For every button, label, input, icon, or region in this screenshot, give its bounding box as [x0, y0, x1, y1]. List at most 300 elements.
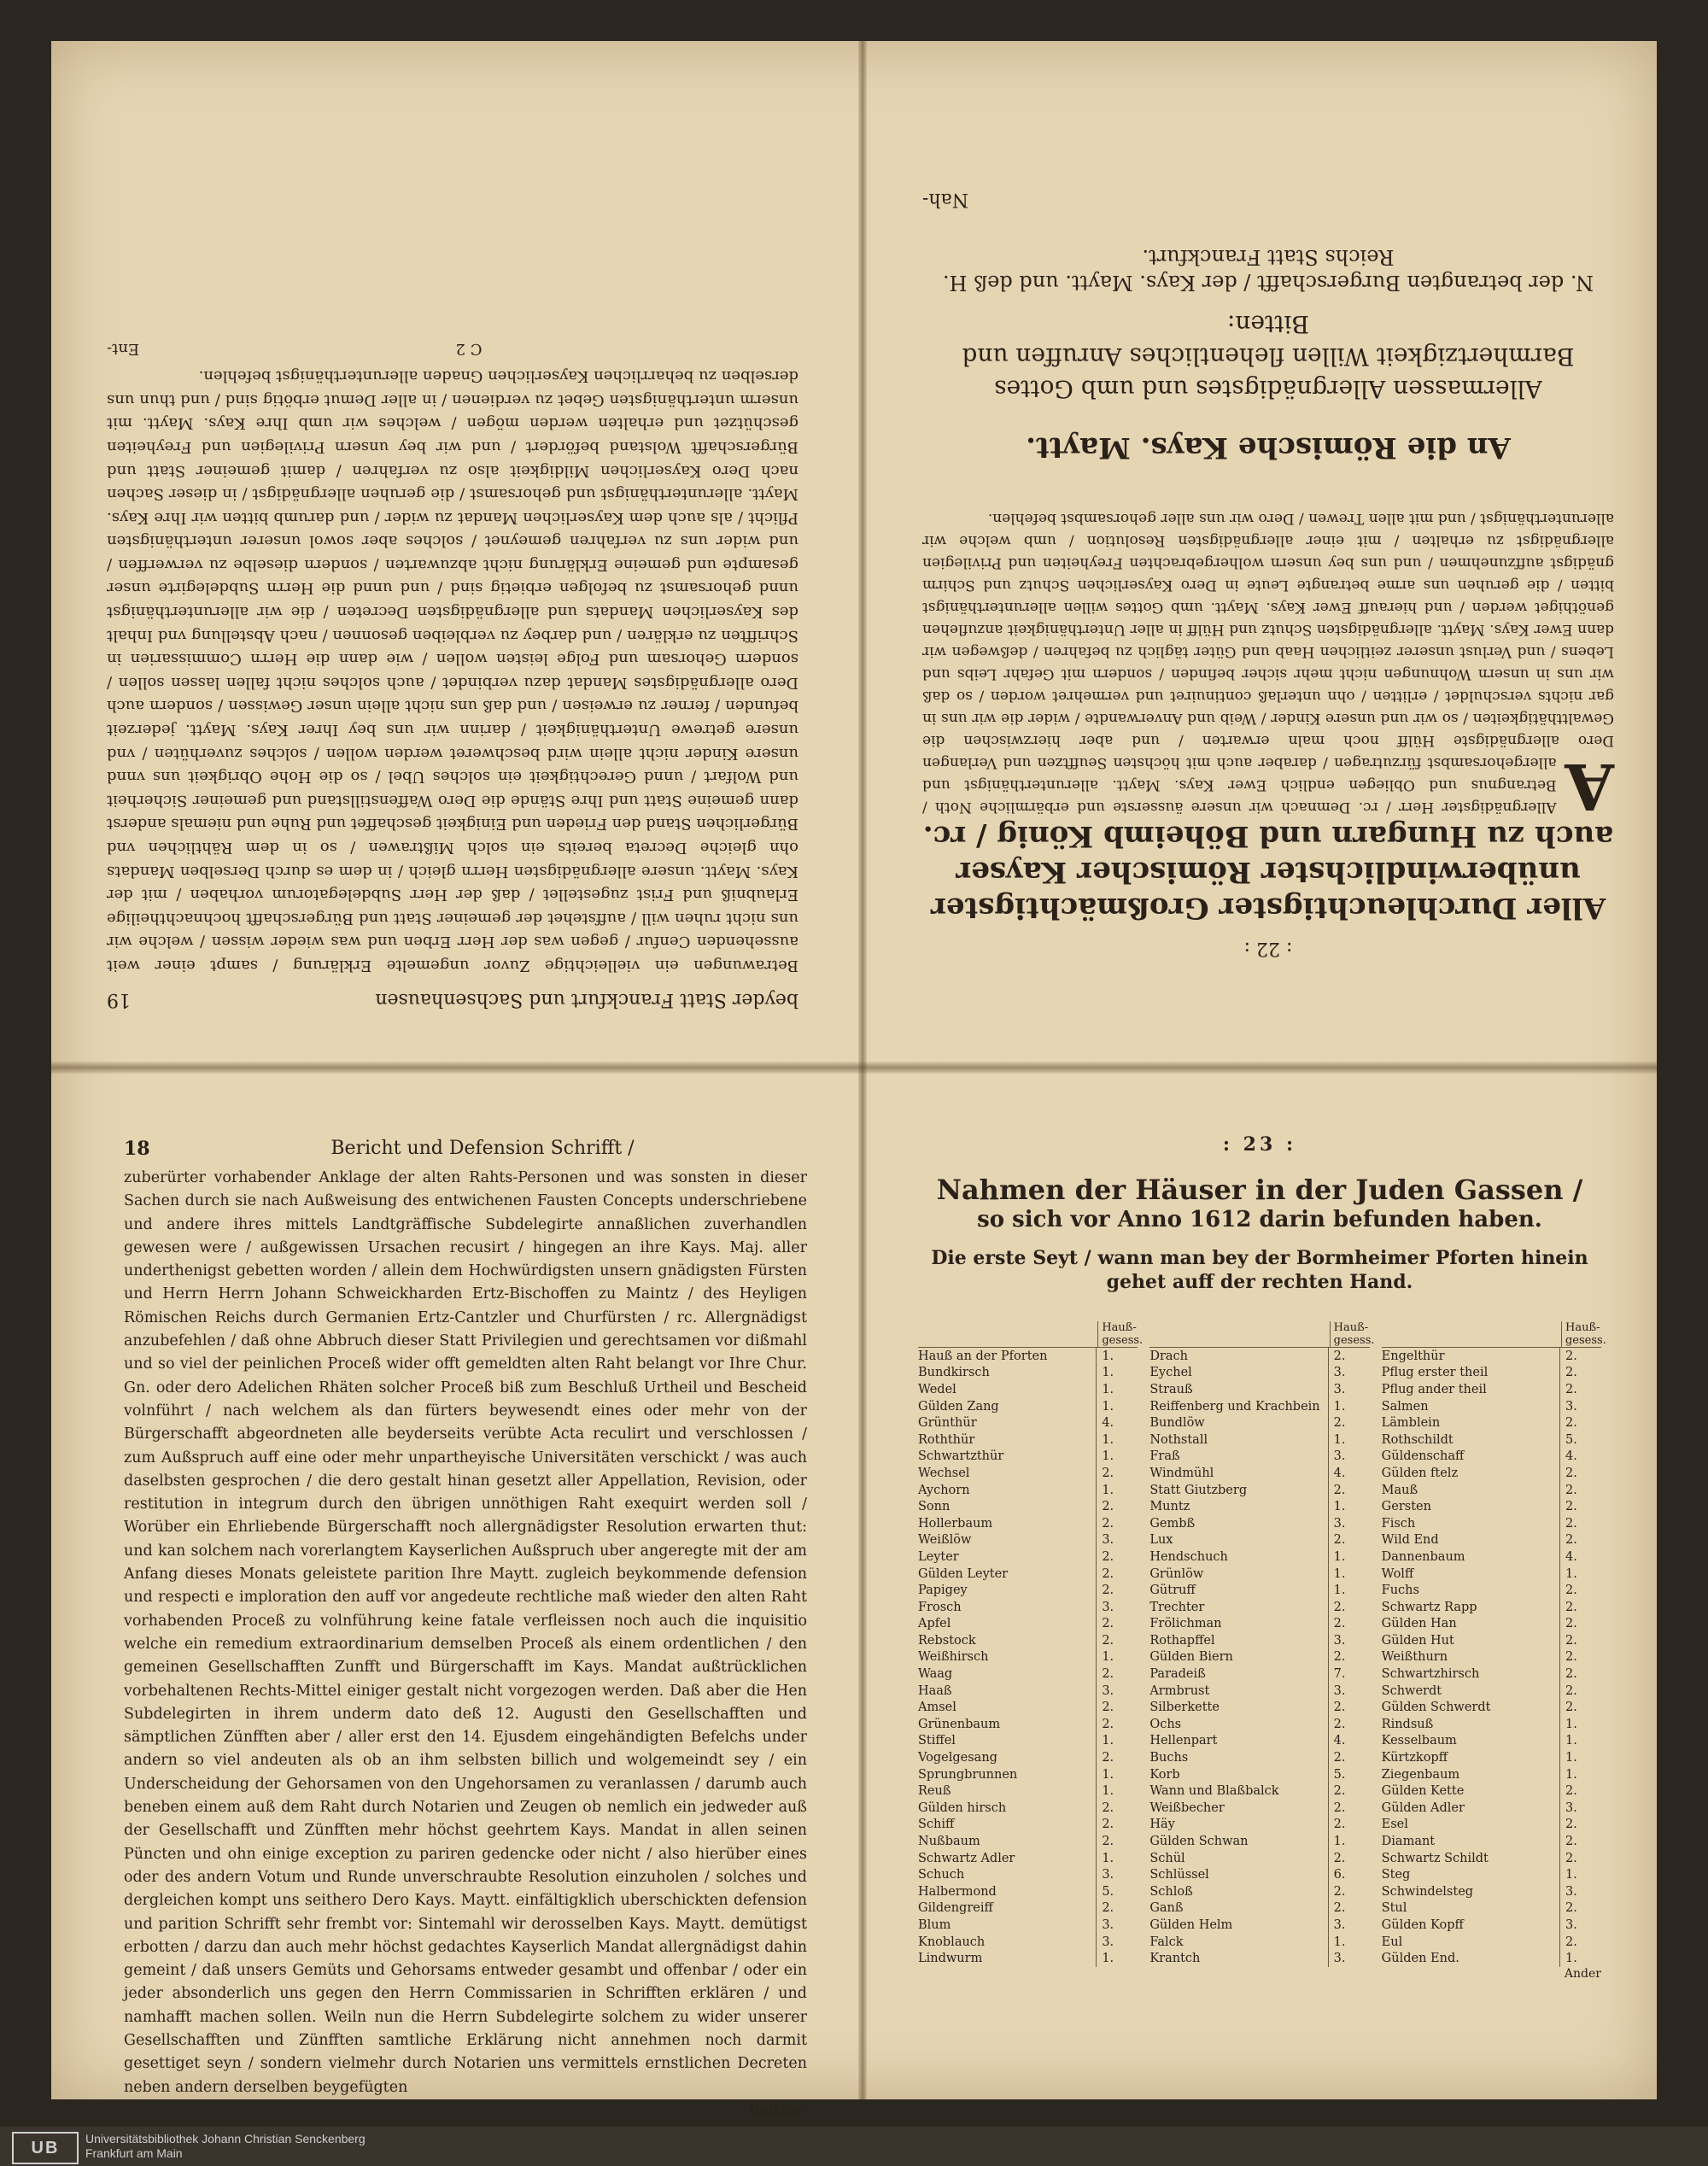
- house-row: [1149, 1381, 1369, 1398]
- house-row: [1149, 1716, 1369, 1733]
- house-count: 2.: [1559, 1649, 1601, 1666]
- house-name: Paradeiß: [1149, 1667, 1206, 1682]
- page-22-upside-down: [867, 41, 1657, 1062]
- house-count: 2.: [1328, 1850, 1370, 1867]
- house-row: [918, 1566, 1138, 1583]
- house-row: [1382, 1649, 1601, 1666]
- house-name: Aychorn: [918, 1483, 970, 1497]
- house-row: [1149, 1465, 1369, 1482]
- house-row: [918, 1515, 1138, 1532]
- house-row: [918, 1934, 1138, 1951]
- house-count: 3.: [1096, 1866, 1138, 1883]
- house-name: Schwartz Schildt: [1381, 1851, 1489, 1865]
- house-count: 2.: [1559, 1482, 1601, 1499]
- house-count: 1.: [1096, 1365, 1138, 1382]
- house-row: [1149, 1783, 1369, 1800]
- house-name: Sonn: [918, 1500, 951, 1514]
- house-rows: [1382, 1348, 1601, 1967]
- house-count: 1.: [1328, 1566, 1370, 1583]
- house-row: [1382, 1582, 1601, 1599]
- house-name: Roththür: [918, 1432, 975, 1447]
- house-name: Lämblein: [1381, 1416, 1441, 1431]
- house-name: Trechter: [1149, 1600, 1205, 1614]
- page-number: 19: [107, 989, 131, 1010]
- petition-body: [922, 507, 1614, 822]
- house-name: Halbermond: [918, 1884, 997, 1899]
- house-count: 5.: [1559, 1431, 1601, 1449]
- house-name: Reuß: [918, 1784, 951, 1799]
- house-name: Gülden Kette: [1381, 1784, 1465, 1799]
- house-row: [918, 1683, 1138, 1700]
- house-row: [918, 1665, 1138, 1683]
- house-count: 2.: [1096, 1716, 1138, 1733]
- house-name: Hellenpart: [1149, 1734, 1218, 1748]
- document-sheet: [51, 41, 1657, 2118]
- house-row: [1382, 1665, 1601, 1683]
- house-row: [1149, 1398, 1369, 1415]
- house-name: Leyter: [918, 1549, 959, 1564]
- house-name: Strauß: [1149, 1382, 1193, 1396]
- house-count: 1.: [1096, 1381, 1138, 1398]
- house-name: Weißhirsch: [918, 1650, 989, 1665]
- house-name: Schwerdt: [1381, 1683, 1442, 1698]
- house-count: 2.: [1559, 1498, 1601, 1515]
- house-count: 1.: [1559, 1950, 1601, 1967]
- house-row: [918, 1749, 1138, 1766]
- house-row: [918, 1800, 1138, 1817]
- house-row: [1149, 1515, 1369, 1532]
- house-name: Frosch: [918, 1600, 962, 1614]
- house-count: 1.: [1096, 1950, 1138, 1967]
- house-row: [918, 1883, 1138, 1900]
- house-count: 3.: [1096, 1917, 1138, 1934]
- house-name: Stul: [1381, 1901, 1407, 1916]
- house-name: Krantch: [1149, 1952, 1201, 1966]
- house-count: 2.: [1559, 1582, 1601, 1599]
- house-count: 2.: [1096, 1515, 1138, 1532]
- house-row: [1382, 1616, 1601, 1633]
- house-row: [1382, 1515, 1601, 1532]
- house-name: Gütruff: [1149, 1584, 1196, 1598]
- house-count: 2.: [1559, 1465, 1601, 1482]
- house-count: 1.: [1096, 1783, 1138, 1800]
- house-row: [918, 1532, 1138, 1549]
- house-count: 2.: [1559, 1599, 1601, 1616]
- house-count: 1.: [1328, 1548, 1370, 1566]
- house-count: 1.: [1328, 1398, 1370, 1415]
- house-row: [1149, 1699, 1369, 1716]
- count-header: Hauß-gesess.: [1561, 1321, 1601, 1347]
- house-name: Schwartz Rapp: [1381, 1600, 1477, 1614]
- house-name: Hauß an der Pforten: [918, 1349, 1048, 1363]
- house-row: [1382, 1900, 1601, 1917]
- house-name: Schuch: [918, 1868, 965, 1882]
- house-name: Wild End: [1381, 1533, 1439, 1548]
- house-count: 1.: [1559, 1766, 1601, 1783]
- house-name: Grünthür: [918, 1416, 977, 1431]
- house-row: [1149, 1733, 1369, 1750]
- house-name: Grünenbaum: [918, 1717, 1001, 1731]
- house-count: 2.: [1559, 1381, 1601, 1398]
- house-name: Bundlöw: [1149, 1416, 1205, 1431]
- count-header: Hauß-gesess.: [1097, 1321, 1138, 1347]
- house-name: Nußbaum: [918, 1835, 980, 1849]
- petition-title: Aller Durchleuchtigster Großmächtigster unüberwindlichster Römischer Kayser auch zu Hungarn und Böheimb König / rc.: [922, 819, 1614, 925]
- house-row: [1149, 1883, 1369, 1900]
- address-line-1: An die Römische Kays. Maytt.: [1026, 430, 1511, 465]
- house-name: Papigey: [918, 1584, 968, 1598]
- house-name: Schlüssel: [1149, 1868, 1209, 1882]
- house-count: 2.: [1096, 1817, 1138, 1834]
- house-name: Gildengreiff: [918, 1901, 993, 1916]
- house-row: [918, 1917, 1138, 1934]
- house-name: Weißlöw: [918, 1533, 972, 1548]
- house-name: Schül: [1149, 1851, 1185, 1865]
- house-count: 2.: [1328, 1800, 1370, 1817]
- house-name: Knoblauch: [918, 1935, 986, 1949]
- catchword: Betraw-: [749, 2100, 807, 2118]
- house-row: [918, 1817, 1138, 1834]
- house-count: 2.: [1328, 1532, 1370, 1549]
- house-count: 1.: [1559, 1566, 1601, 1583]
- house-count: 1.: [1328, 1934, 1370, 1951]
- house-name: Gülden hirsch: [918, 1800, 1007, 1815]
- signature-mark: C 2: [455, 339, 483, 358]
- section-heading: Die erste Seyt / wann man bey der Bormheimer Pforten hinein gehet auff der rechten Hand.: [931, 1247, 1588, 1293]
- house-row: [1382, 1599, 1601, 1616]
- house-row: [918, 1950, 1138, 1967]
- house-row: [1149, 1616, 1369, 1633]
- house-name: Esel: [1381, 1818, 1408, 1832]
- house-name: Rothapffel: [1149, 1633, 1215, 1648]
- house-count: 2.: [1559, 1365, 1601, 1382]
- house-row: [1382, 1883, 1601, 1900]
- catchword: Ander: [1564, 1966, 1601, 1981]
- horizontal-fold: [51, 1062, 1657, 1074]
- house-column: [1149, 1303, 1375, 1967]
- house-row: [1149, 1934, 1369, 1951]
- house-name: Hollerbaum: [918, 1516, 993, 1531]
- house-row: [1382, 1548, 1601, 1566]
- catchword: Nah-: [922, 189, 968, 210]
- house-count: 2.: [1096, 1833, 1138, 1850]
- house-row: [1149, 1749, 1369, 1766]
- house-rows: [918, 1348, 1138, 1967]
- house-count: 4.: [1328, 1733, 1370, 1750]
- house-count: 2.: [1328, 1749, 1370, 1766]
- house-name: Fisch: [1381, 1516, 1416, 1531]
- page-19-upside-down: [51, 41, 858, 1062]
- house-row: [1382, 1365, 1601, 1382]
- house-row: [1149, 1632, 1369, 1649]
- house-name: Ziegenbaum: [1381, 1767, 1460, 1782]
- house-name: Weißbecher: [1149, 1800, 1225, 1815]
- house-name: Rebstock: [918, 1633, 976, 1648]
- house-count: 3.: [1096, 1683, 1138, 1700]
- house-row: [918, 1548, 1138, 1566]
- house-count: 2.: [1328, 1616, 1370, 1633]
- page-footer: [107, 340, 798, 358]
- house-name: Wechsel: [918, 1466, 970, 1480]
- house-name: Windmühl: [1149, 1466, 1214, 1480]
- house-row: [1382, 1917, 1601, 1934]
- house-count: 2.: [1559, 1515, 1601, 1532]
- house-rows: [1149, 1348, 1369, 1967]
- house-row: [1382, 1482, 1601, 1499]
- house-name: Drach: [1149, 1349, 1188, 1363]
- house-name: Güldenschaff: [1381, 1449, 1465, 1464]
- house-count: 3.: [1328, 1683, 1370, 1700]
- house-name: Stiffel: [918, 1734, 956, 1748]
- house-row: [1382, 1766, 1601, 1783]
- ub-logo: UB: [12, 2132, 79, 2164]
- house-count: 2.: [1559, 1532, 1601, 1549]
- house-name: Gülden Helm: [1149, 1917, 1233, 1932]
- house-row: [918, 1900, 1138, 1917]
- house-count: 1.: [1096, 1348, 1138, 1365]
- house-count: 3.: [1328, 1917, 1370, 1934]
- house-count: 1.: [1328, 1498, 1370, 1515]
- list-title: Nahmen der Häuser in der Juden Gassen /: [936, 1174, 1583, 1206]
- house-row: [1382, 1431, 1601, 1449]
- house-name: Schloß: [1149, 1884, 1193, 1899]
- house-row: [918, 1449, 1138, 1466]
- house-name: Kürtzkopff: [1381, 1751, 1448, 1765]
- house-count: 1.: [1096, 1398, 1138, 1415]
- house-row: [918, 1582, 1138, 1599]
- house-count: 1.: [1096, 1649, 1138, 1666]
- page-number: 18: [124, 1138, 150, 1160]
- house-count: 2.: [1559, 1900, 1601, 1917]
- house-name: Waag: [918, 1667, 953, 1682]
- house-row: [1382, 1934, 1601, 1951]
- house-count: 2.: [1096, 1749, 1138, 1766]
- house-name: Schwartz Adler: [918, 1851, 1015, 1865]
- page-header: [107, 989, 798, 1010]
- house-row: [1382, 1716, 1601, 1733]
- house-column: [1381, 1303, 1606, 1967]
- house-count: 2.: [1559, 1934, 1601, 1951]
- house-row: [918, 1398, 1138, 1415]
- house-name: Statt Giutzberg: [1149, 1483, 1248, 1497]
- house-row: [1149, 1566, 1369, 1583]
- body-text: zuberürter vorhabender Anklage der alten Rahts-Personen und was sonsten in dieser Sachen durch sie nach Außweisung des entwichenen Fausten Concepts underschriebene und andere ihres mittels Landtgräffische Subdelegirte annaßlichen zuverhandlen gewesen were / außgewissen Ursachen recusirt / hingegen an ihre Kays. Maj. aller underthenigst gebetten worden / allein dem Hochwürdigsten unsern gnädigsten Fürsten und Herrn Herrn Johann Schweickharden Ertz-Bischoffen zu Maintz / des Heyligen Römischen Reichs durch Germanien Ertz-Cantzler und Churfürsten / rc. Allergnädigst anzubefehlen / daß ohne Abbruch dieser Statt Privilegien und gerechtsamen vor dißmahl und so viel der peinlichen Proceß wider offt gemeldten alten Raht belangt vor Ihre Chur. Gn. oder dero Adelichen Rhäten solcher Proceß biß zum Beschluß Urtheil und Bescheid volnführt / nach welchem als dan fürters beywesendt eines oder mehr von der Bürgerschafft abgeordneten alle beyderseits verübte Acta reculirt und verschlossen / zum Außspruch auff eine oder mehr unpartheyische Universitäten verschickt / was auch daselbsten gesprochen / die dero gestalt hinan gesetzt aller Appellation, Revision, oder restitution in integrum durch den übrigen unnöthigen Raht exequirt werden soll / Worüber ein Ehrliebende Bürgerschafft noch allergnädigster Resolution erwarten thut: und kan solchem nach vorerlangtem Kayserlichen Außspruch uber angeregte mit der am Anfang dieses Monats geleistete parition Ihre Maytt. zugleich beykommende defension und respecti e imploration den auff vor angedeute rechtliche maß wieder den alten Raht vorhabenden Proceß zu volnführung keine fatale verfleissen noch auch die inquisitio welche ein remedium extraordinarium demselben Proceß als einem ordentlichen / den gemeinen Gesellschafften Zunfft und Bürgerschafft im Kays. Mandat außtrücklichen vorbehaltenen Rechts-Mittel einiger gestalt nicht vorgezogen werden. Daß aber die Hen Subdelegirten in ihrem underm dato deß 12. Augusti den Gesellschafften und sämptlichen Zünfften aber / aller erst den 14. Ejusdem eingehändigten Befelchs under andern so viel andeuten als ob an ihm selbsten billich und wolgemeindt sey / ein Underscheidung der Gehorsamen von den Ungehorsamen zu veranlassen / darumb auch beneben einem auß dem Raht durch Notarien und Zeugen ob nemlich ein jedweder auß der Gesellschafft und Zünfften mehr höchst geehrtem Kays. Mandat in allen seinen Püncten und ohn einige exception zu pariren gedencke oder nicht / also hierüber eines oder des andern Votum und Runde unverschraubte Resolution einzuholen / solches und dergleichen kompt uns seithero Dero Kays. Maytt. einfältigklich uberschickten defension und parition Schrifft sehr frembt vor: Sintemahl wir derosselben Kays. Maytt. demütigst erbotten / darzu dan auch mehr höchst gedachtes Kayserlich Mandat allergnädigst dahin gemeint / daß unsers Gemüts und Gehorsams entweder gesambt und offenbar / oder ein jeder absonderlich uns gegen den Herrn Commissarien in Schrifften erklären / und namhafft machen sollen. Weiln nun die Herrn Subdelegirte solchem zu wider unserer Gesellschafften und Zünfften samtliche Erklärung nicht annehmen noch darmit gesettiget seyn / sondern vielmehr durch Notarien uns vermittels ernstlichen Decreten neben andern derselben beygefügten: [124, 1169, 807, 2096]
- house-row: [918, 1783, 1138, 1800]
- house-name: Weißthurn: [1381, 1650, 1448, 1665]
- house-row: [918, 1716, 1138, 1733]
- house-name: Schwindelsteg: [1381, 1884, 1474, 1899]
- house-row: [1149, 1548, 1369, 1566]
- house-name: Muntz: [1149, 1500, 1190, 1514]
- house-count: 3.: [1559, 1883, 1601, 1900]
- house-name: Ganß: [1149, 1901, 1184, 1916]
- house-row: [918, 1381, 1138, 1398]
- house-row: [1149, 1498, 1369, 1515]
- house-row: [918, 1699, 1138, 1716]
- house-row: [1382, 1699, 1601, 1716]
- house-count: 1.: [1559, 1866, 1601, 1883]
- house-count: 2.: [1096, 1800, 1138, 1817]
- house-count: 5.: [1096, 1883, 1138, 1900]
- house-count: 2.: [1328, 1783, 1370, 1800]
- house-name: Falck: [1149, 1935, 1184, 1949]
- house-count: 2.: [1096, 1616, 1138, 1633]
- house-count: 3.: [1328, 1365, 1370, 1382]
- house-count: 2.: [1096, 1498, 1138, 1515]
- house-name: Dannenbaum: [1381, 1549, 1465, 1564]
- house-row: [1149, 1365, 1369, 1382]
- house-row: [918, 1850, 1138, 1867]
- house-name: Rothschildt: [1381, 1432, 1454, 1447]
- house-count: 1.: [1096, 1449, 1138, 1466]
- house-row: [1149, 1449, 1369, 1466]
- house-name: Fraß: [1149, 1449, 1180, 1464]
- house-count: 2.: [1559, 1783, 1601, 1800]
- house-row: [1382, 1749, 1601, 1766]
- house-count: 2.: [1328, 1900, 1370, 1917]
- house-name: Diamant: [1381, 1835, 1436, 1849]
- count-header: Hauß-gesess.: [1330, 1321, 1370, 1347]
- house-row: [1149, 1665, 1369, 1683]
- house-count: 4.: [1096, 1414, 1138, 1431]
- house-name: Frölichman: [1149, 1617, 1222, 1631]
- house-row: [918, 1733, 1138, 1750]
- house-name: Buchs: [1149, 1751, 1189, 1765]
- house-name: Grünlöw: [1149, 1566, 1204, 1581]
- house-count: 3.: [1559, 1800, 1601, 1817]
- house-name: Schwartzthür: [918, 1449, 1004, 1464]
- house-count: 1.: [1096, 1482, 1138, 1499]
- address-line-3: N. der betrangten Burgerschafft / der Kays. Maytt. und deß H. Reichs Statt Franckfurt.: [942, 245, 1594, 295]
- house-name: Gülden Zang: [918, 1399, 999, 1414]
- house-name: Gülden Adler: [1381, 1800, 1465, 1815]
- column-header: [1149, 1303, 1375, 1348]
- house-count: 1.: [1328, 1431, 1370, 1449]
- house-name: Gülden Leyter: [918, 1566, 1009, 1581]
- house-count: 2.: [1328, 1414, 1370, 1431]
- house-name: Ochs: [1149, 1717, 1182, 1731]
- house-row: [1382, 1532, 1601, 1549]
- house-count: 3.: [1328, 1449, 1370, 1466]
- house-row: [1149, 1414, 1369, 1431]
- library-name: [85, 2132, 366, 2161]
- house-count: 1.: [1096, 1733, 1138, 1750]
- house-name: Wolff: [1381, 1566, 1414, 1581]
- house-row: [1382, 1850, 1601, 1867]
- house-row: [918, 1431, 1138, 1449]
- house-name: Bundkirsch: [918, 1366, 990, 1380]
- running-head: beyder Statt Franckfurt und Sachsenhausen: [375, 989, 798, 1010]
- house-row: [918, 1465, 1138, 1482]
- house-row: [918, 1599, 1138, 1616]
- house-count: 2.: [1559, 1683, 1601, 1700]
- column-header: [1382, 1303, 1606, 1348]
- house-row: [1149, 1766, 1369, 1783]
- house-count: 6.: [1328, 1866, 1370, 1883]
- house-count: 2.: [1559, 1833, 1601, 1850]
- house-count: 2.: [1328, 1699, 1370, 1716]
- house-row: [1149, 1850, 1369, 1867]
- house-name: Steg: [1381, 1868, 1411, 1882]
- house-count: 3.: [1559, 1917, 1601, 1934]
- house-count: 7.: [1328, 1665, 1370, 1683]
- house-row: [1149, 1800, 1369, 1817]
- house-row: [918, 1766, 1138, 1783]
- house-row: [918, 1348, 1138, 1365]
- house-name: Silberkette: [1149, 1701, 1220, 1715]
- house-count: 2.: [1559, 1817, 1601, 1834]
- house-row: [1382, 1381, 1601, 1398]
- house-count: 4.: [1328, 1465, 1370, 1482]
- house-name: Lindwurm: [918, 1952, 983, 1966]
- house-row: [1149, 1950, 1369, 1967]
- house-row: [1382, 1817, 1601, 1834]
- house-row: [1382, 1398, 1601, 1415]
- house-name: Gülden Hut: [1381, 1633, 1454, 1648]
- house-name: Armbrust: [1149, 1683, 1210, 1698]
- house-row: [1149, 1649, 1369, 1666]
- house-row: [1382, 1683, 1601, 1700]
- house-name: Haaß: [918, 1683, 952, 1698]
- house-row: [918, 1866, 1138, 1883]
- house-row: [918, 1482, 1138, 1499]
- house-row: [1382, 1449, 1601, 1466]
- house-count: 2.: [1559, 1665, 1601, 1683]
- house-count: 2.: [1096, 1566, 1138, 1583]
- house-name: Pflug erster theil: [1381, 1366, 1489, 1380]
- house-name: Eul: [1381, 1935, 1403, 1949]
- house-row: [1382, 1950, 1601, 1967]
- house-count: 3.: [1096, 1599, 1138, 1616]
- house-row: [918, 1498, 1138, 1515]
- page-23: [867, 1074, 1657, 2099]
- house-row: [1382, 1866, 1601, 1883]
- house-name: Gülden Schwan: [1149, 1835, 1249, 1849]
- house-name: Korb: [1149, 1767, 1180, 1782]
- house-count: 4.: [1559, 1548, 1601, 1566]
- house-count: 2.: [1559, 1616, 1601, 1633]
- page-header: [124, 1138, 807, 1160]
- petition-text: Allergnädigster Herr / rc. Demnach wir unsere äusserste und erbärmliche Noth / Betrangnus und Obliegen endlich Ewer Kays. Maytt. allerunterthänigst und allergehorsambst fürzutragen / daraber auch mit höchsten Seufftzen und Verlangen Dero allergnädigste Hülff noch maln erwarten / und aber hierzwischen die Gewaltthätigkeiten / so wir und unsere Kinder / Weib und Anverwandte / wider die wir uns in gar nichts verschuldet / erlitten / ohn unterlaß continuiret und vermehret worden / so daß wir uns in unsern Wohnungen nicht mehr sicher befinden / sondern mit Gefahr Leibs und Lebens / und Verlust unserer zeitlichen Haab und Güter täglich zu befahren / deßwegen wir dann Ewer Kays. Maytt. allergnädigsten Schutz und Hülff in aller Unterthänigkeit anzuflehen genöthiget werden / und hierauff Ewer Kays. Maytt. umb Gottes willen allerunterthänigst bitten / die geruhen uns arme betrangte Leute in Dero Kayserlichen Schutz und Schirm gnädigst auffzunehmen / und uns bey unsern wolhergebrachten Freyheiten und Privilegien allergnädigst zu erhalten / mit einer allergnädigsten Resolution / umb welche wir allerunterthänigst / und mit allen Trewen / Dero wir uns aller gehorsambst befehlen.: [922, 510, 1614, 816]
- house-row: [1382, 1414, 1601, 1431]
- house-name: Gülden ftelz: [1381, 1466, 1459, 1480]
- library-footer: [0, 2127, 1708, 2166]
- house-name: Häy: [1149, 1818, 1175, 1832]
- house-row: [1149, 1917, 1369, 1934]
- house-row: [1149, 1532, 1369, 1549]
- house-name: Hendschuch: [1149, 1549, 1228, 1564]
- house-row: [1149, 1348, 1369, 1365]
- house-name: Gersten: [1381, 1500, 1431, 1514]
- house-count: 3.: [1328, 1515, 1370, 1532]
- house-name: Fuchs: [1381, 1584, 1419, 1598]
- house-row: [1382, 1833, 1601, 1850]
- petition-address: [922, 244, 1614, 465]
- house-count: 2.: [1559, 1414, 1601, 1431]
- library-line-2: Frankfurt am Main: [85, 2146, 183, 2160]
- house-name: Gülden End.: [1381, 1952, 1459, 1966]
- house-name: Vogelgesang: [918, 1751, 997, 1765]
- house-count: 2.: [1096, 1665, 1138, 1683]
- house-row: [1382, 1348, 1601, 1365]
- house-count: 2.: [1328, 1599, 1370, 1616]
- house-name: Pflug ander theil: [1381, 1382, 1487, 1396]
- house-column: [918, 1303, 1144, 1967]
- house-count: 5.: [1328, 1766, 1370, 1783]
- house-row: [1149, 1431, 1369, 1449]
- house-count: 4.: [1559, 1449, 1601, 1466]
- house-name: Gülden Han: [1381, 1617, 1457, 1631]
